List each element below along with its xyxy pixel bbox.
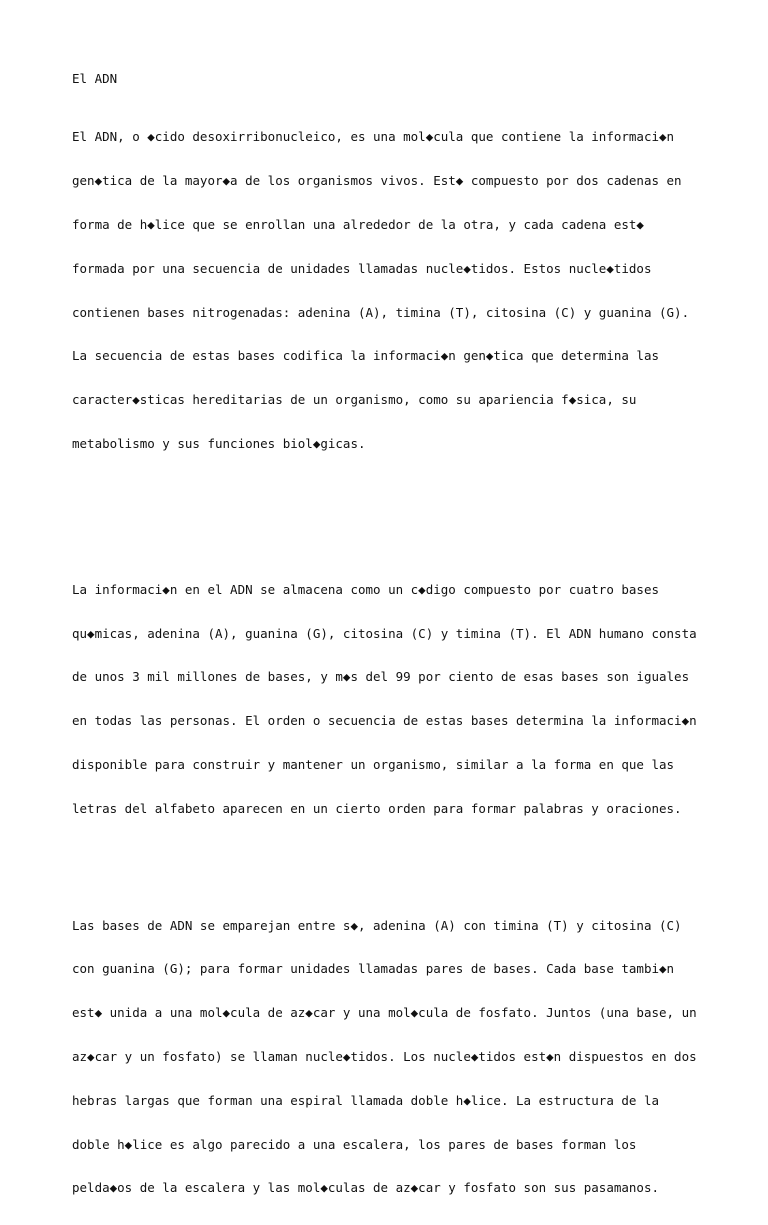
paragraph-line: La informaci◆n en el ADN se almacena como un c◆digo compuesto por cuatro bases [72, 583, 712, 598]
paragraph-line: contienen bases nitrogenadas: adenina (A), timina (T), citosina (C) y guanina (G). [72, 306, 712, 321]
paragraph-line: formada por una secuencia de unidades llamadas nucle◆tidos. Estos nucle◆tidos [72, 262, 712, 277]
paragraph-3 [72, 890, 712, 1225]
paragraph-line: est◆ unida a una mol◆cula de az◆car y una mol◆cula de fosfato. Juntos (una base, un [72, 1006, 712, 1021]
paragraph-line: hebras largas que forman una espiral llamada doble h◆lice. La estructura de la [72, 1094, 712, 1109]
paragraph-line: forma de h◆lice que se enrollan una alrededor de la otra, y cada cadena est◆ [72, 218, 712, 233]
paragraph-line: metabolismo y sus funciones biol◆gicas. [72, 437, 712, 452]
paragraph-1 [72, 101, 712, 480]
paragraph-line: caracter◆sticas hereditarias de un organismo, como su apariencia f◆sica, su [72, 393, 712, 408]
paragraph-line: con guanina (G); para formar unidades llamadas pares de bases. Cada base tambi◆n [72, 962, 712, 977]
paragraph-line: La secuencia de estas bases codifica la informaci◆n gen◆tica que determina las [72, 349, 712, 364]
paragraph-line: gen◆tica de la mayor◆a de los organismos vivos. Est◆ compuesto por dos cadenas en [72, 174, 712, 189]
document-page [72, 72, 712, 1225]
paragraph-line: doble h◆lice es algo parecido a una escalera, los pares de bases forman los [72, 1138, 712, 1153]
document-title: El ADN [72, 72, 712, 87]
paragraph-line: qu◆micas, adenina (A), guanina (G), citosina (C) y timina (T). El ADN humano consta [72, 627, 712, 642]
paragraph-line: en todas las personas. El orden o secuencia de estas bases determina la informaci◆n [72, 714, 712, 729]
paragraph-line: de unos 3 mil millones de bases, y m◆s del 99 por ciento de esas bases son iguales [72, 670, 712, 685]
paragraph-line: disponible para construir y mantener un organismo, similar a la forma en que las [72, 758, 712, 773]
paragraph-line: pelda◆os de la escalera y las mol◆culas de az◆car y fosfato son sus pasamanos. [72, 1181, 712, 1196]
paragraph-line: az◆car y un fosfato) se llaman nucle◆tidos. Los nucle◆tidos est◆n dispuestos en dos [72, 1050, 712, 1065]
paragraph-2 [72, 554, 712, 846]
paragraph-line: letras del alfabeto aparecen en un cierto orden para formar palabras y oraciones. [72, 802, 712, 817]
paragraph-line: Las bases de ADN se emparejan entre s◆, adenina (A) con timina (T) y citosina (C) [72, 919, 712, 934]
paragraph-line: El ADN, o ◆cido desoxirribonucleico, es una mol◆cula que contiene la informaci◆n [72, 130, 712, 145]
